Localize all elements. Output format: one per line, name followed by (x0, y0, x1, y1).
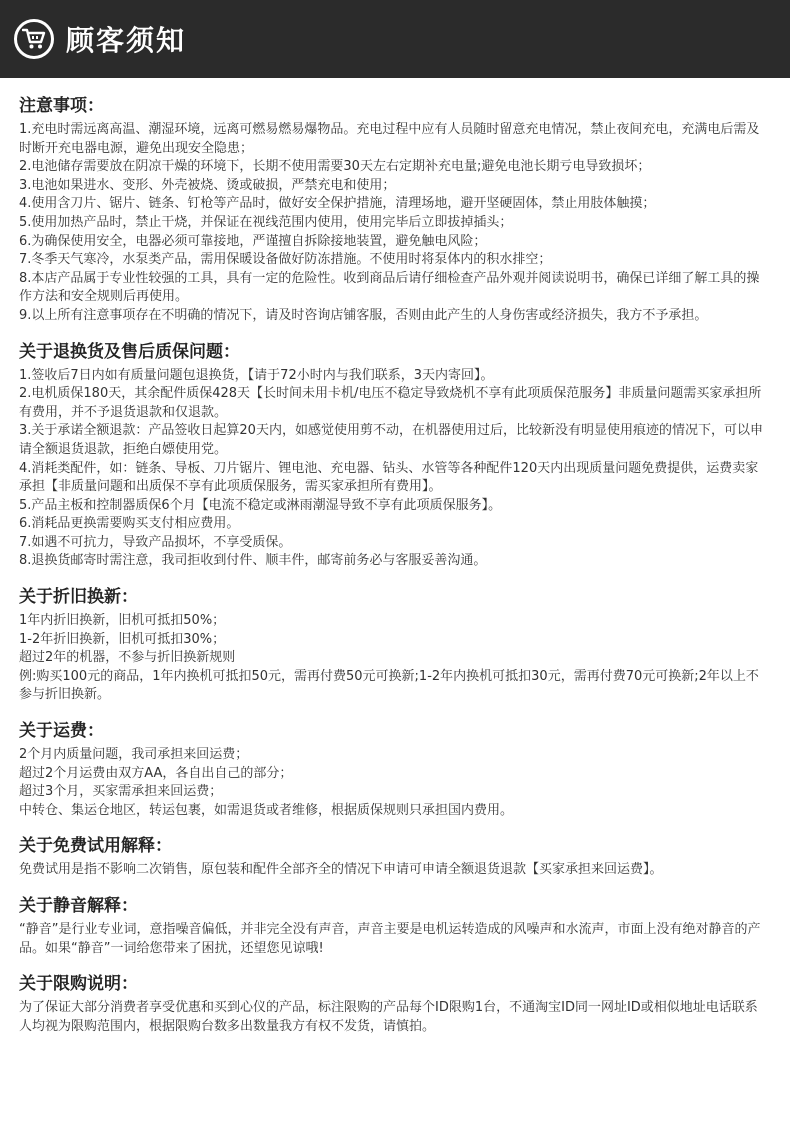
notice-line: 2.电机质保180天，其余配件质保428天【长时间未用卡机/电压不稳定导致烧机不享有此项质保范服务】非质量问题需买家承担所有费用，并不予退货退款和仅退款。 (19, 386, 762, 420)
notice-line: 4.使用含刀片、锯片、链条、钉枪等产品时，做好安全保护措施，清理场地，避开坚硬固体，禁止用肢体触摸； (19, 196, 656, 212)
notice-line: 3.关于承诺全额退款：产品签收日起算20天内，如感觉使用剪不动，在机器使用过后，比较新没有明显使用痕迹的情况下，可以申请全额退货退款，拒绝白嫖使用党。 (19, 423, 763, 457)
notice-line: 超过3个月，买家需承担来回运费； (19, 784, 223, 800)
section-title: 关于折旧换新： (19, 587, 138, 608)
section-gap (19, 571, 770, 583)
section-title: 关于运费： (19, 721, 104, 742)
notice-content (0, 78, 790, 1036)
notice-line: “静音”是行业专业词，意指噪音偏低，并非完全没有声音，声音主要是电机运转造成的风噪声和水流声，市面上没有绝对静音的产品。如果“静音”一词给您带来了困扰，还望您见谅哦! (19, 922, 761, 956)
notice-line: 5.使用加热产品时，禁止干烧，并保证在视线范围内使用，使用完毕后立即拔掉插头； (19, 214, 513, 230)
section-gap (19, 880, 770, 892)
notice-line: 超过2年的机器，不参与折旧换新规则 (19, 650, 236, 666)
section-title: 关于静音解释： (19, 896, 138, 916)
notice-section (19, 583, 770, 705)
notice-section (19, 338, 770, 572)
section-title: 注意事项： (19, 96, 104, 116)
page-title: 顾客须知 (66, 24, 187, 57)
section-gap (19, 958, 770, 970)
notice-section (19, 832, 770, 880)
section-gap (19, 326, 770, 338)
notice-line: 1年内折旧换新，旧机可抵扣50%； (19, 613, 226, 629)
notice-line: 4.消耗类配件，如：链条、导板、刀片锯片、锂电池、充电器、钻头、水管等各种配件120天内出现质量问题免费提供，运费卖家承担【非质量问题和出质保不享有此项质保服务，需买家承担所有费用】。 (19, 460, 759, 495)
notice-line: 为了保证大部分消费者享受优惠和买到心仪的产品，标注限购的产品每个ID限购1台，不通淘宝ID同一网址ID或相似地址电话联系人均视为限购范围内，根据限购台数多出数量我方有权不发货，请慎拍。 (19, 1000, 758, 1034)
section-title: 关于退换货及售后质保问题： (19, 341, 240, 362)
section-gap (19, 705, 770, 717)
notice-line: 1-2年折旧换新，旧机可抵扣30%； (19, 631, 226, 647)
notice-line: 例:购买100元的商品，1年内换机可抵扣50元，需再付费50元可换新;1-2年内换机可抵扣30元，需再付费70元可换新;2年以上不参与折旧换新。 (19, 668, 759, 703)
notice-line: 1.签收后7日内如有质量问题包退换货，【请于72小时内与我们联系，3天内寄回】。 (19, 367, 494, 383)
notice-line: 3.电池如果进水、变形、外壳被烧、烫或破损，严禁充电和使用； (19, 177, 396, 193)
notice-line: 7.冬季天气寒冷，水泵类产品，需用保暖设备做好防冻措施。不使用时将泵体内的积水排空； (19, 252, 552, 268)
notice-line: 2个月内质量问题，我司承担来回运费； (19, 747, 249, 763)
notice-line: 中转仓、集运仓地区，转运包裹，如需退货或者维修，根据质保规则只承担国内费用。 (19, 802, 514, 818)
section-title: 关于免费试用解释： (19, 836, 172, 857)
section-gap (19, 820, 770, 832)
notice-line: 9.以上所有注意事项存在不明确的情况下，请及时咨询店铺客服，否则由此产生的人身伤害或经济损失，我方不予承担。 (19, 307, 708, 323)
notice-section (19, 970, 770, 1036)
notice-line: 7.如遇不可抗力，导致产品损坏，不享受质保。 (19, 534, 292, 550)
notice-line: 1.充电时需远离高温、潮湿环境，远离可燃易燃易爆物品。充电过程中应有人员随时留意充电情况，禁止夜间充电，充满电后需及时断开充电器电源，避免出现安全隐患； (19, 122, 760, 156)
section-title: 关于限购说明： (19, 974, 138, 995)
shopping-cart-icon (14, 19, 54, 59)
notice-section (19, 717, 770, 820)
notice-line: 2.电池储存需要放在阴凉干燥的环境下，长期不使用需要30天左右定期补充电量;避免电池长期亏电导致损坏； (19, 159, 651, 175)
notice-line: 6.消耗品更换需要购买支付相应费用。 (19, 516, 240, 532)
notice-line: 5.产品主板和控制器质保6个月【电流不稳定或淋雨潮湿导致不享有此项质保服务】。 (19, 497, 502, 513)
notice-line: 免费试用是指不影响二次销售，原包装和配件全部齐全的情况下申请可申请全额退货退款【买家承担来回运费】。 (19, 862, 663, 878)
notice-section (19, 92, 770, 326)
notice-line: 6.为确保使用安全，电器必须可靠接地，严谨擅自拆除接地装置，避免触电风险； (19, 233, 487, 249)
page-header (0, 0, 790, 78)
notice-line: 8.本店产品属于专业性较强的工具，具有一定的危险性。收到商品后请仔细检查产品外观并阅读说明书，确保已详细了解工具的操作方法和安全规则后再使用。 (19, 270, 760, 305)
notice-line: 超过2个月运费由双方AA，各自出自己的部分； (19, 765, 293, 781)
notice-line: 8.退换货邮寄时需注意，我司拒收到付件、顺丰件，邮寄前务必与客服妥善沟通。 (19, 553, 487, 569)
notice-section (19, 892, 770, 958)
